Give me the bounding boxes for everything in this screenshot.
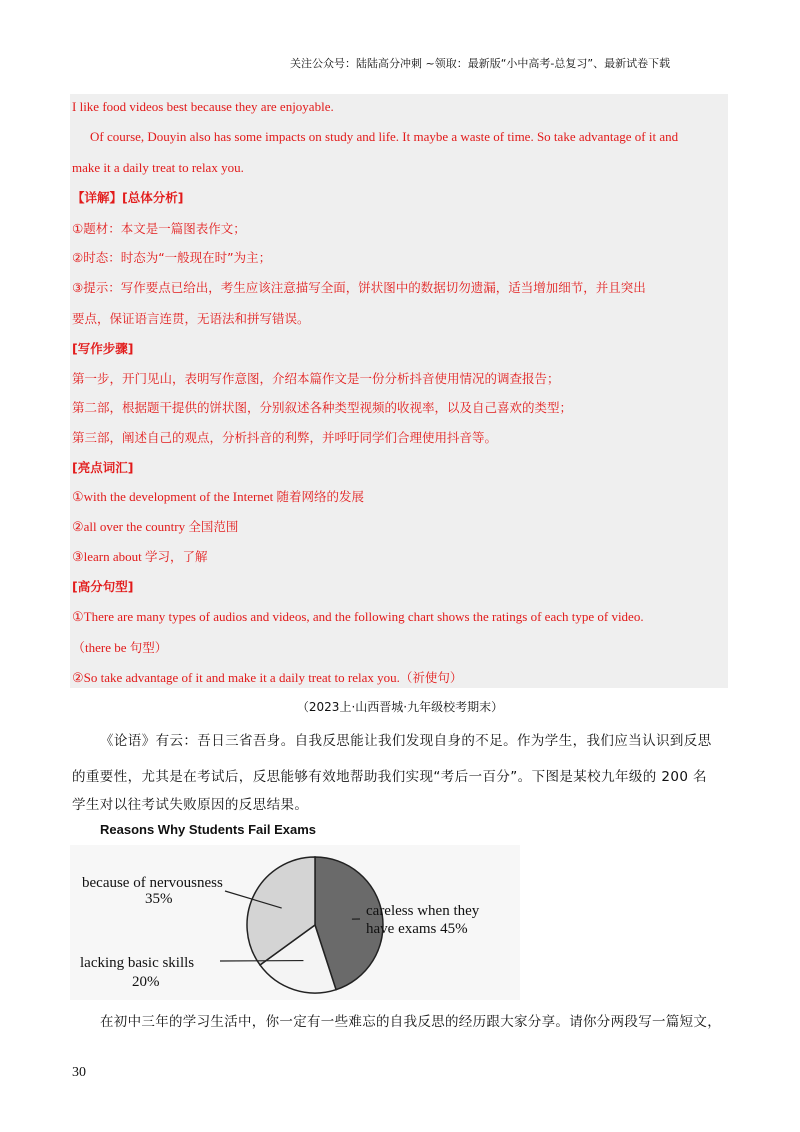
slice-label: because of nervousness (82, 875, 223, 891)
pie-slices (247, 857, 383, 993)
step-item: 第二部，根据题干提供的饼状图，分别叙述各种类型视频的收视率，以及自己喜欢的类型； (72, 400, 573, 415)
sentence-heading: [高分句型] (72, 579, 134, 594)
answer-line: I like food videos best because they are enjoyable. (72, 99, 334, 114)
intro-line: 学生对以往考试失败原因的反思结果。 (72, 797, 309, 813)
sentence-item: ②So take advantage of it and make it a daily treat to relax you.（祈使句） (72, 670, 463, 685)
vocab-item: ②all over the country 全国范围 (72, 519, 239, 534)
question-source: （2023上·山西晋城·九年级校考期末） (296, 700, 504, 714)
vocab-item: ③learn about 学习，了解 (72, 549, 208, 564)
page-header: 关注公众号：陆陆高分冲刺 ~领取：最新版“小中高考-总复习”、最新试卷下载 (290, 57, 671, 70)
slice-label: careless when they have exams 45% (366, 903, 480, 937)
sentence-item: ①There are many types of audios and videos, and the following chart shows the ratings of each type of video. (72, 609, 644, 624)
vocab-heading: [亮点词汇] (72, 460, 134, 475)
pie-chart (70, 845, 520, 1000)
answer-block (70, 94, 728, 688)
analysis-item: ①题材：本文是一篇图表作文； (72, 221, 246, 236)
step-item: 第一步，开门见山，表明写作意图，介绍本篇作文是一份分析抖音使用情况的调查报告； (72, 371, 560, 386)
answer-line: Of course, Douyin also has some impacts on study and life. It maybe a waste of time. So take advantage of it and (90, 129, 679, 144)
detail-heading: 【详解】[总体分析] (72, 190, 184, 205)
question-footer: 在初中三年的学习生活中，你一定有一些难忘的自我反思的经历跟大家分享。请你分两段写一篇短文， (100, 1014, 721, 1030)
analysis-item: 要点，保证语言连贯，无语法和拼写错误。 (72, 311, 310, 326)
page-number: 30 (72, 1065, 86, 1080)
steps-heading: [写作步骤] (72, 341, 134, 356)
analysis-item: ②时态：时态为“一般现在时”为主； (72, 250, 272, 265)
intro-line: 的重要性，尤其是在考试后，反思能够有效地帮助我们实现“考后一百分”。下图是某校九年级的 200 名 (72, 769, 707, 785)
slice-value-label: 35% (145, 891, 173, 907)
vocab-item: ①with the development of the Internet 随着网络的发展 (72, 489, 364, 504)
step-item: 第三部，阐述自己的观点，分析抖音的利弊，并呼吁同学们合理使用抖音等。 (72, 430, 498, 445)
chart-title: Reasons Why Students Fail Exams (100, 822, 317, 837)
question-intro (72, 723, 732, 759)
sentence-item: （there be 句型） (72, 640, 168, 655)
slice-label: lacking basic skills (80, 955, 195, 971)
analysis-item: ③提示：写作要点已给出，考生应该注意描写全面，饼状图中的数据切勿遗漏，适当增加细节，并且突出 (72, 280, 646, 295)
intro-line: 《论语》有云：吾日三省吾身。自我反思能让我们发现自身的不足。作为学生，我们应当认识到反思 (100, 733, 712, 749)
slice-value-label: 20% (132, 974, 160, 990)
answer-line: make it a daily treat to relax you. (72, 160, 244, 175)
